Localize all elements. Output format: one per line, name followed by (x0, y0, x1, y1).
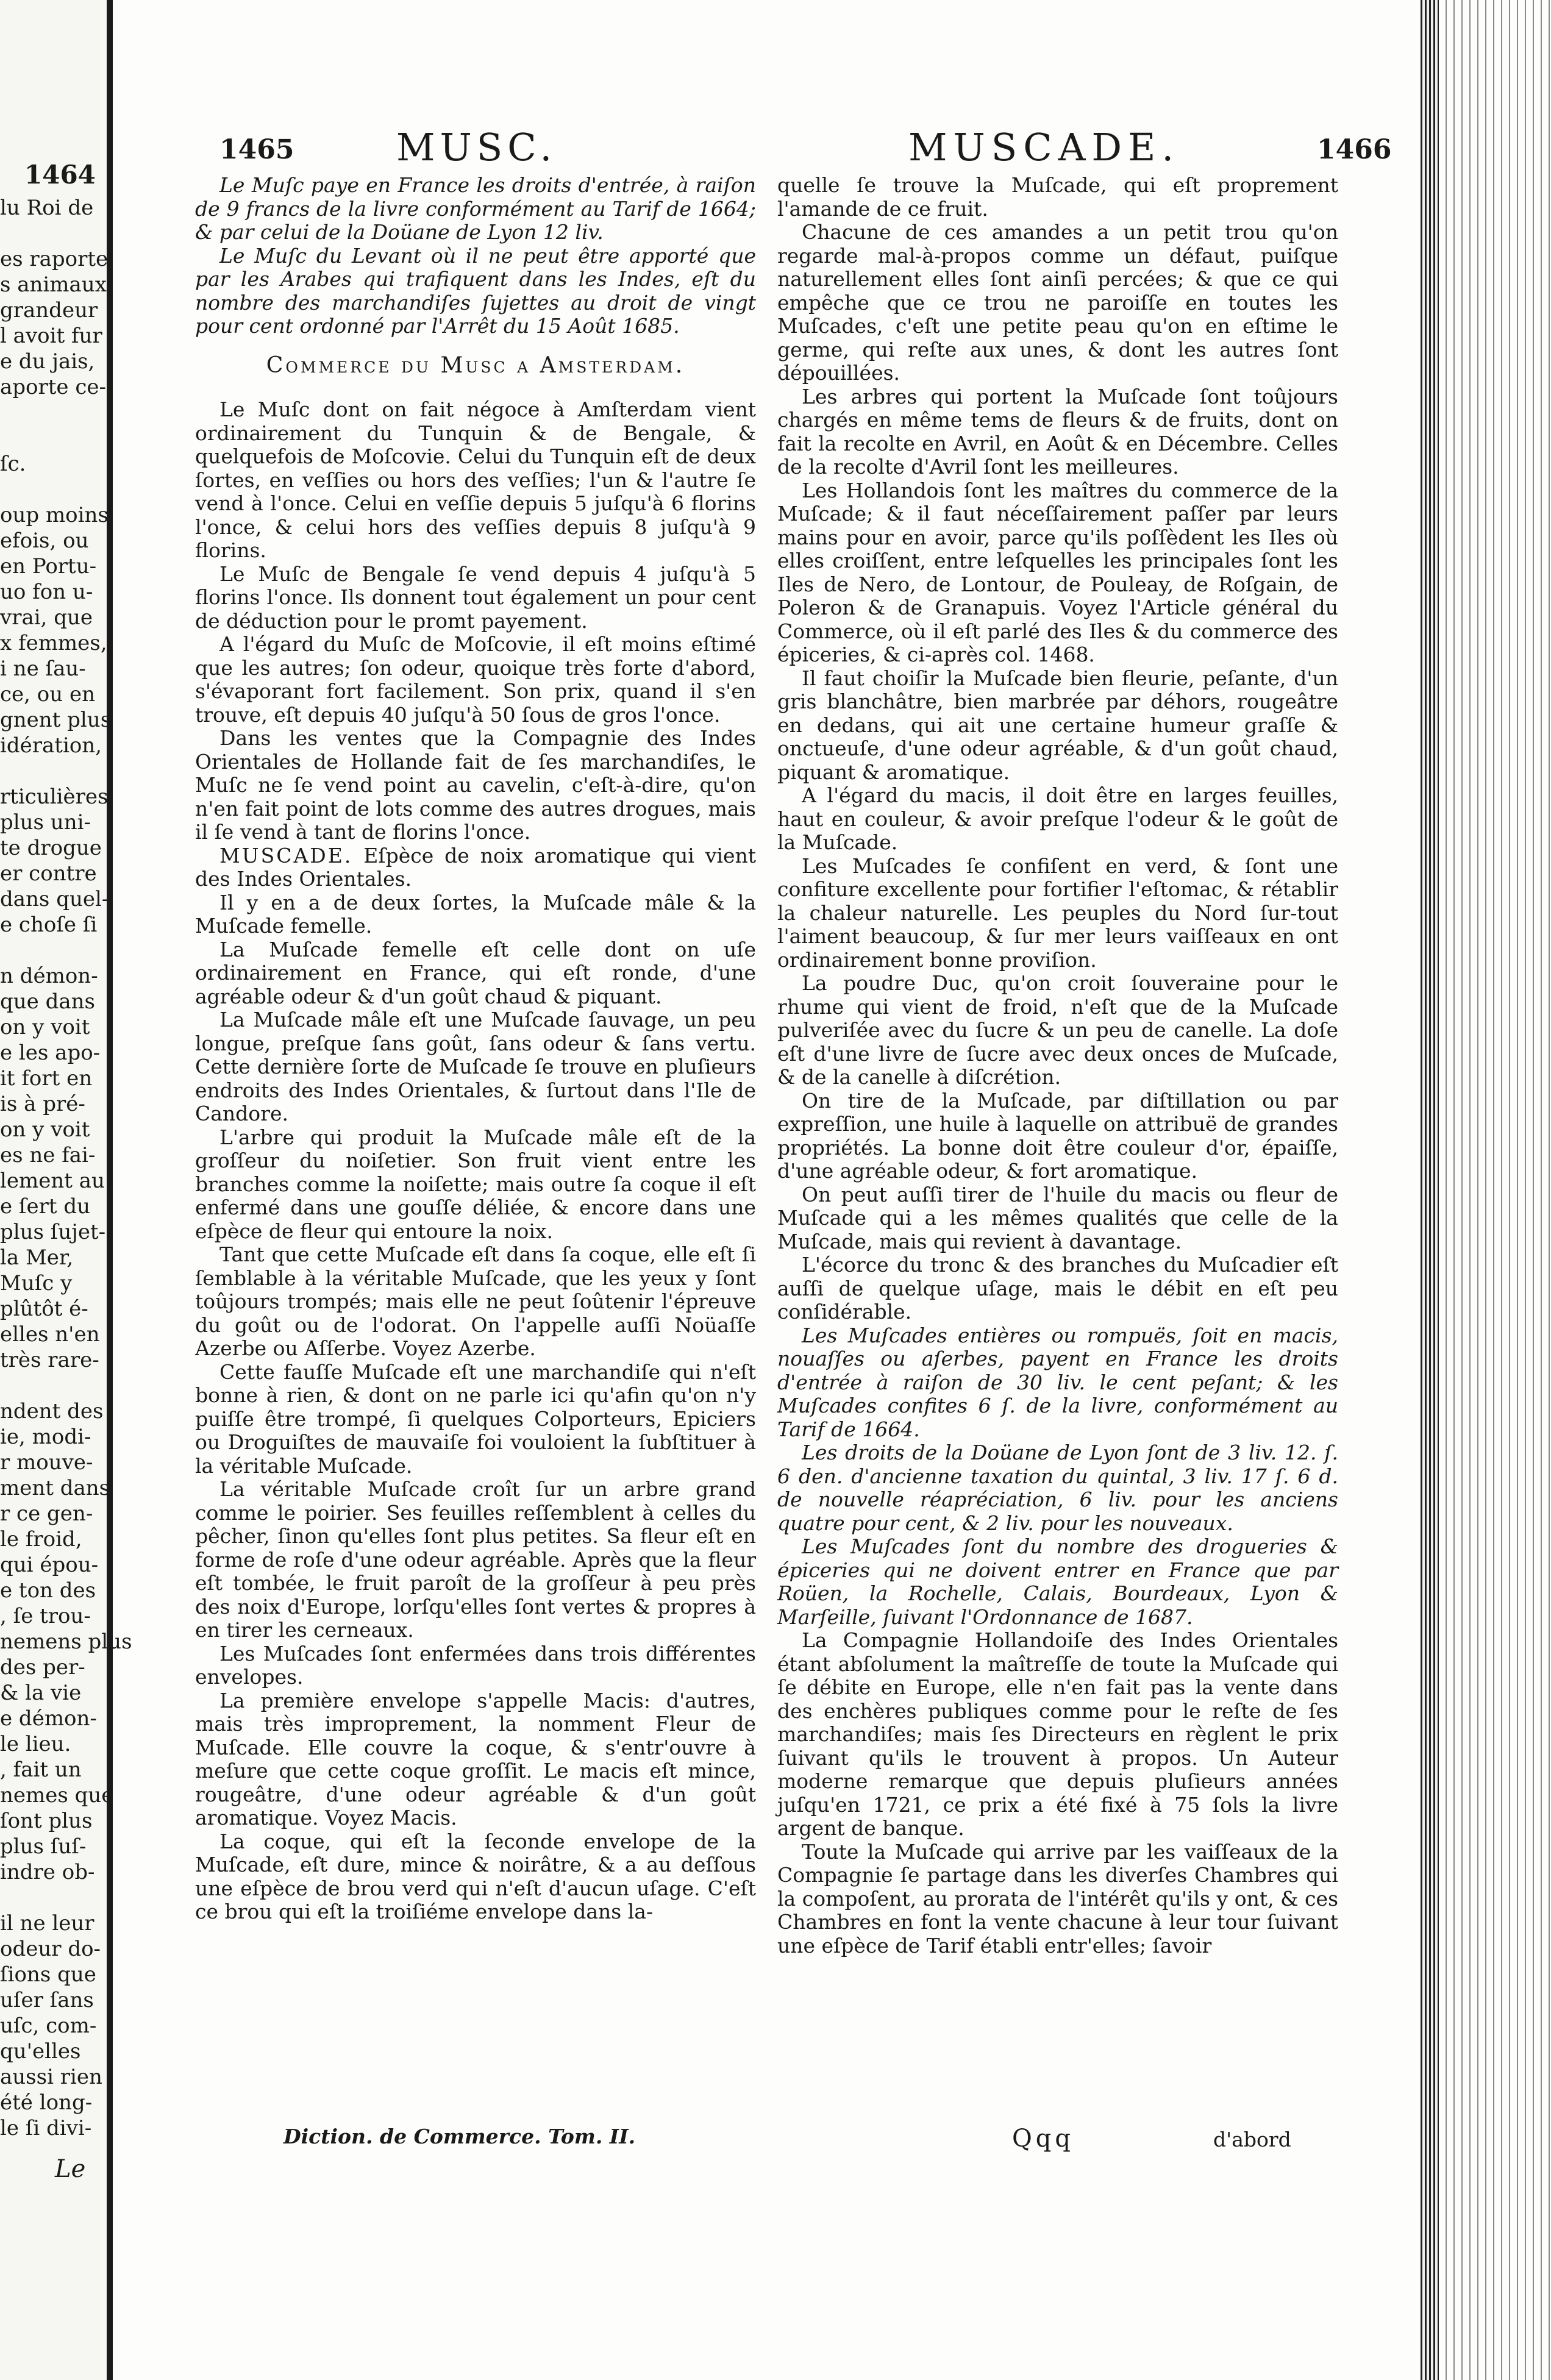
paragraph: Le Muſc de Bengale ſe vend depuis 4 juſqu'à 5 florins l'once. Ils donnent tout également un pour cent de déduction pour le promt payement. (195, 561, 756, 633)
paragraph: Les Hollandois ſont les maîtres du commerce de la Muſcade; & il faut néceſſairement paſſer par leurs mains pour en avoir, parce qu'ils poſſèdent les Iles où elles croiſſent, entre leſquelles les principales ſont les Iles de Nero, de Lontour, de Pouleay, de Roſgain, de Poleron & de Granapuis. Voyez l'Article général du Commerce, où il eſt parlé des Iles & du commerce des épiceries, & ci-après col. 1468. (777, 478, 1338, 666)
paragraph: On peut auſſi tirer de l'huile du macis ou fleur de Muſcade qui a les mêmes qualités que celle de la Muſcade, mais qui revient à davantage. (777, 1182, 1338, 1253)
paragraph: Chacune de ces amandes a un petit trou qu'on regarde mal-à-propos comme un défaut, puiſque naturellement elles ſont ainſi percées; & que ce qui empêche que ce trou ne paroiſſe en toutes les Muſcades, c'eſt une petite peau qu'on en eſtime le germe, qui reſte aux unes, & dont les autres ſont dépouillées. (777, 220, 1338, 385)
right-column-number: 1466 (1317, 134, 1392, 165)
paragraph: Dans les ventes que la Compagnie des Indes Orientales de Hollande fait de ſes marchandiſes, le Muſc ne ſe vend point au cavelin, c'eſt-à-dire, qu'on n'en fait point de lots comme des autres drogues, mais il ſe vend à tant de florins l'once. (195, 726, 756, 844)
entry-headword: MUSCADE. (219, 843, 353, 868)
paragraph: Les arbres qui portent la Muſcade ſont toûjours chargés en même tems de fleurs & de fruits, dont on fait la recolte en Avril, en Août & en Décembre. Celles de la recolte d'Avril ſont les meilleures. (777, 384, 1338, 479)
paragraph: Les Muſcades ſont enfermées dans trois différentes envelopes. (195, 1641, 756, 1689)
section-heading: Commerce du Musc a Amsterdam. (266, 352, 685, 378)
paragraph: La véritable Muſcade croît ſur un arbre grand comme le poirier. Ses feuilles reſſemblent à celles du pêcher, ſinon qu'elles ſont plus petites. Sa fleur eſt en forme de roſe d'une odeur agréable. Après que la fleur eſt tombée, le fruit paroît de la groſſeur à peu près des noix d'Europe, lorſqu'elles ſont vertes & propres à en tirer les cerneaux. (195, 1477, 756, 1642)
paragraph: La Compagnie Hollandoiſe des Indes Orientales étant abſolument la maîtreſſe de toute la Muſcade qui ſe débite en Europe, elle n'en fait pas la vente dans des enchères publiques comme pour le reſte de ſes marchandiſes; mais ſes Directeurs en règlent le prix ſuivant qu'ils le trouvent à propos. Un Auteur moderne remarque que depuis pluſieurs années juſqu'en 1721, ce prix a été fixé à 75 ſols la livre argent de banque. (777, 1628, 1338, 1840)
paragraph: La coque, qui eſt la ſeconde envelope de la Muſcade, eſt dure, mince & noirâtre, & a au deſſous une eſpèce de brou verd qui n'eſt d'aucun uſage. C'eſt ce brou qui eſt la troiſiéme envelope dans la- (195, 1829, 756, 1923)
paragraph: Les Muſcades entières ou rompuës, ſoit en macis, nouaſſes ou aſerbes, payent en France les droits d'entrée à raiſon de 30 liv. le cent peſant; & les Muſcades confites 6 ſ. de la livre, conformément au Tarif de 1664. (777, 1323, 1338, 1441)
paragraph: Le Muſc dont on fait négoce à Amſterdam vient ordinairement du Tunquin & de Bengale, & quelquefois de Moſcovie. Celui du Tunquin eſt de deux ſortes, en veſſies ou hors des veſſies; l'un & l'autre ſe vend à l'once. Celui en veſſie depuis 5 juſqu'à 6 florins l'once, & celui hors des veſſies depuis 8 juſqu'à 9 florins. (195, 397, 756, 562)
left-running-title: MUSC. (396, 125, 557, 169)
right-column (777, 174, 1338, 1958)
previous-page-number: 1464 (24, 160, 96, 190)
signature-mark: Qqq (1012, 2125, 1075, 2153)
paragraph: Le Muſc du Levant où il ne peut être apporté que par les Arabes qui trafiquent dans les Indes, eſt du nombre des marchandiſes ſujettes au droit de vingt pour cent ordonné par l'Arrêt du 15 Août 1685. (195, 243, 756, 338)
paragraph: Les droits de la Doüane de Lyon ſont de 3 liv. 12. ſ. 6 den. d'ancienne taxation du quintal, 3 liv. 17 ſ. 6 d. de nouvelle réapréciation, 6 liv. pour les anciens quatre pour cent, & 2 liv. pour les nouveaux. (777, 1441, 1338, 1535)
catchword: d'abord (1213, 2128, 1291, 2151)
paragraph: Le Muſc paye en France les droits d'entrée, à raiſon de 9 francs de la livre conformément au Tarif de 1664; & par celui de la Doüane de Lyon 12 liv. (195, 173, 756, 244)
paragraph: La première envelope s'appelle Macis: d'autres, mais très improprement, la nomment Fleur de Muſcade. Elle couvre la coque, & s'entr'ouvre à meſure que cette coque groſſit. Le macis eſt mince, rougeâtre, d'une odeur agréable & d'un goût aromatique. Voyez Macis. (195, 1688, 756, 1830)
paragraph: La Muſcade mâle eſt une Muſcade ſauvage, un peu longue, preſque ſans goût, ſans odeur & ſans vertu. Cette dernière ſorte de Muſcade ſe trouve en pluſieurs endroits des Indes Orientales, & ſurtout dans l'Ile de Candore. (195, 1008, 756, 1125)
paragraph: L'arbre qui produit la Muſcade mâle eſt de la groſſeur du noiſetier. Son fruit vient entre les branches comme la noiſette; mais outre ſa coque il eſt enfermé dans une gouſſe déliée, & encore dans une eſpèce de fleur qui entoure la noix. (195, 1125, 756, 1243)
paragraph: La Muſcade femelle eſt celle dont on uſe ordinairement en France, qui eſt ronde, d'une agréable odeur & d'un goût chaud & piquant. (195, 937, 756, 1008)
paragraph: Les Muſcades ſont du nombre des drogueries & épiceries qui ne doivent entrer en France que par Roüen, la Rochelle, Calais, Bourdeaux, Lyon & Marſeille, ſuivant l'Ordonnance de 1687. (777, 1534, 1338, 1629)
entry-definition: Eſpèce de noix aromatique qui vient des Indes Orientales. (195, 843, 756, 891)
paragraph: Il faut choiſir la Muſcade bien fleurie, peſante, d'un gris blanchâtre, bien marbrée par déhors, rougeâtre en dedans, qui ait une certaine humeur graſſe & onctueuſe, d'une odeur agréable, & d'un goût chaud, piquant & aromatique. (777, 666, 1338, 784)
left-column (195, 174, 756, 1924)
paragraph: Tant que cette Muſcade eſt dans ſa coque, elle eſt ſi ſemblable à la véritable Muſcade, que les yeux y ſont toûjours trompés; mais elle ne peut ſoûtenir l'épreuve du goût ou de l'odorat. On l'appelle auſſi Noüaſſe Azerbe ou Aſſerbe. Voyez Azerbe. (195, 1242, 756, 1360)
main-page (177, 0, 1414, 2380)
paragraph: quelle ſe trouve la Muſcade, qui eſt proprement l'amande de ce fruit. (777, 173, 1338, 221)
paragraph: On tire de la Muſcade, par diſtillation ou par expreſſion, une huile à laquelle on attribuë de grandes propriétés. La bonne doit être couleur d'or, épaiſſe, d'une agréable odeur, & fort aromatique. (777, 1088, 1338, 1183)
paragraph: Cette fauſſe Muſcade eſt une marchandiſe qui n'eſt bonne à rien, & dont on ne parle ici qu'afin qu'on n'y puiſſe être trompé, ſi quelques Colporteurs, Epiciers ou Droguiſtes de mauvaiſe foi vouloient la ſubſtituer à la véritable Muſcade. (195, 1359, 756, 1478)
paragraph: Toute la Muſcade qui arrive par les vaiſſeaux de la Compagnie ſe partage dans les diverſes Chambres qui la compoſent, au prorata de l'intérêt qu'ils y ont, & ces Chambres en font la vente chacune à leur tour ſuivant une eſpèce de Tarif établi entr'elles; ſavoir (777, 1839, 1338, 1958)
footer-volume-label: Diction. de Commerce. Tom. II. (283, 2125, 636, 2148)
paragraph: Il y en a de deux ſortes, la Muſcade mâle & la Muſcade femelle. (195, 890, 756, 938)
paragraph: La poudre Duc, qu'on croit ſouveraine pour le rhume qui vient de froid, n'eſt que de la Muſcade pulveriſée avec du ſucre & un peu de canelle. La doſe eſt d'une livre de ſucre avec deux onces de Muſcade, & de la canelle à diſcrétion. (777, 971, 1338, 1089)
right-running-title: MUSCADE. (908, 125, 1180, 169)
previous-page-margin (0, 0, 132, 2380)
paragraph: A l'égard du Muſc de Moſcovie, il eſt moins eſtimé que les autres; ſon odeur, quoique très forte d'abord, s'évaporant fort facilement. Son prix, quand il s'en trouve, eſt depuis 40 juſqu'à 50 ſous de gros l'once. (195, 632, 756, 727)
entry-paragraph (195, 844, 756, 891)
left-column-number: 1465 (219, 134, 294, 165)
page-edge-shadow (1421, 0, 1551, 2380)
previous-page-text: lu Roi de es raporte s animaux grandeur l avoit fur e du jais, aporte ce- ſc. oup moins efois, ou en Portu- uo fon u- vrai, que x femmes, i ne ſau- ce, ou en gnent plus idération, rticulières plus uni- te drogue er contre dans quel- e choſe ſi n démon- que dans on y voit e les apo- it fort en is à pré- on y voit es ne fai- lement au e ſert du plus ſujet- la Mer, Muſc y plûtôt é- elles n'en très rare- ndent des ie, modi- r mouve- ment dans r ce gen- le froid, qui épou- e ton des , ſe trou- nemens plus des per- & la vie e démon- le lieu. , fait un nemes que ſont plus plus ſuſ- indre ob- il ne leur odeur do- ſions que uſer ſans uſc, com- qu'elles aussi rien été long- le ſi divi- (0, 196, 132, 2140)
paragraph: L'écorce du tronc & des branches du Muſcadier eſt auſſi de quelque uſage, mais le débit en eſt peu conſidérable. (777, 1253, 1338, 1324)
paragraph: A l'égard du macis, il doit être en larges feuilles, haut en couleur, & avoir preſque l'odeur & le goût de la Muſcade. (777, 783, 1338, 854)
paragraph: Les Muſcades ſe confiſent en verd, & ſont une confiture excellente pour fortifier l'eſtomac, & rétablir la chaleur naturelle. Les peuples du Nord ſur-tout l'aiment beaucoup, & ſur mer leurs vaiſſeaux en ont ordinairement bonne proviſion. (777, 853, 1338, 972)
previous-page-catchword: Le (55, 2155, 86, 2183)
